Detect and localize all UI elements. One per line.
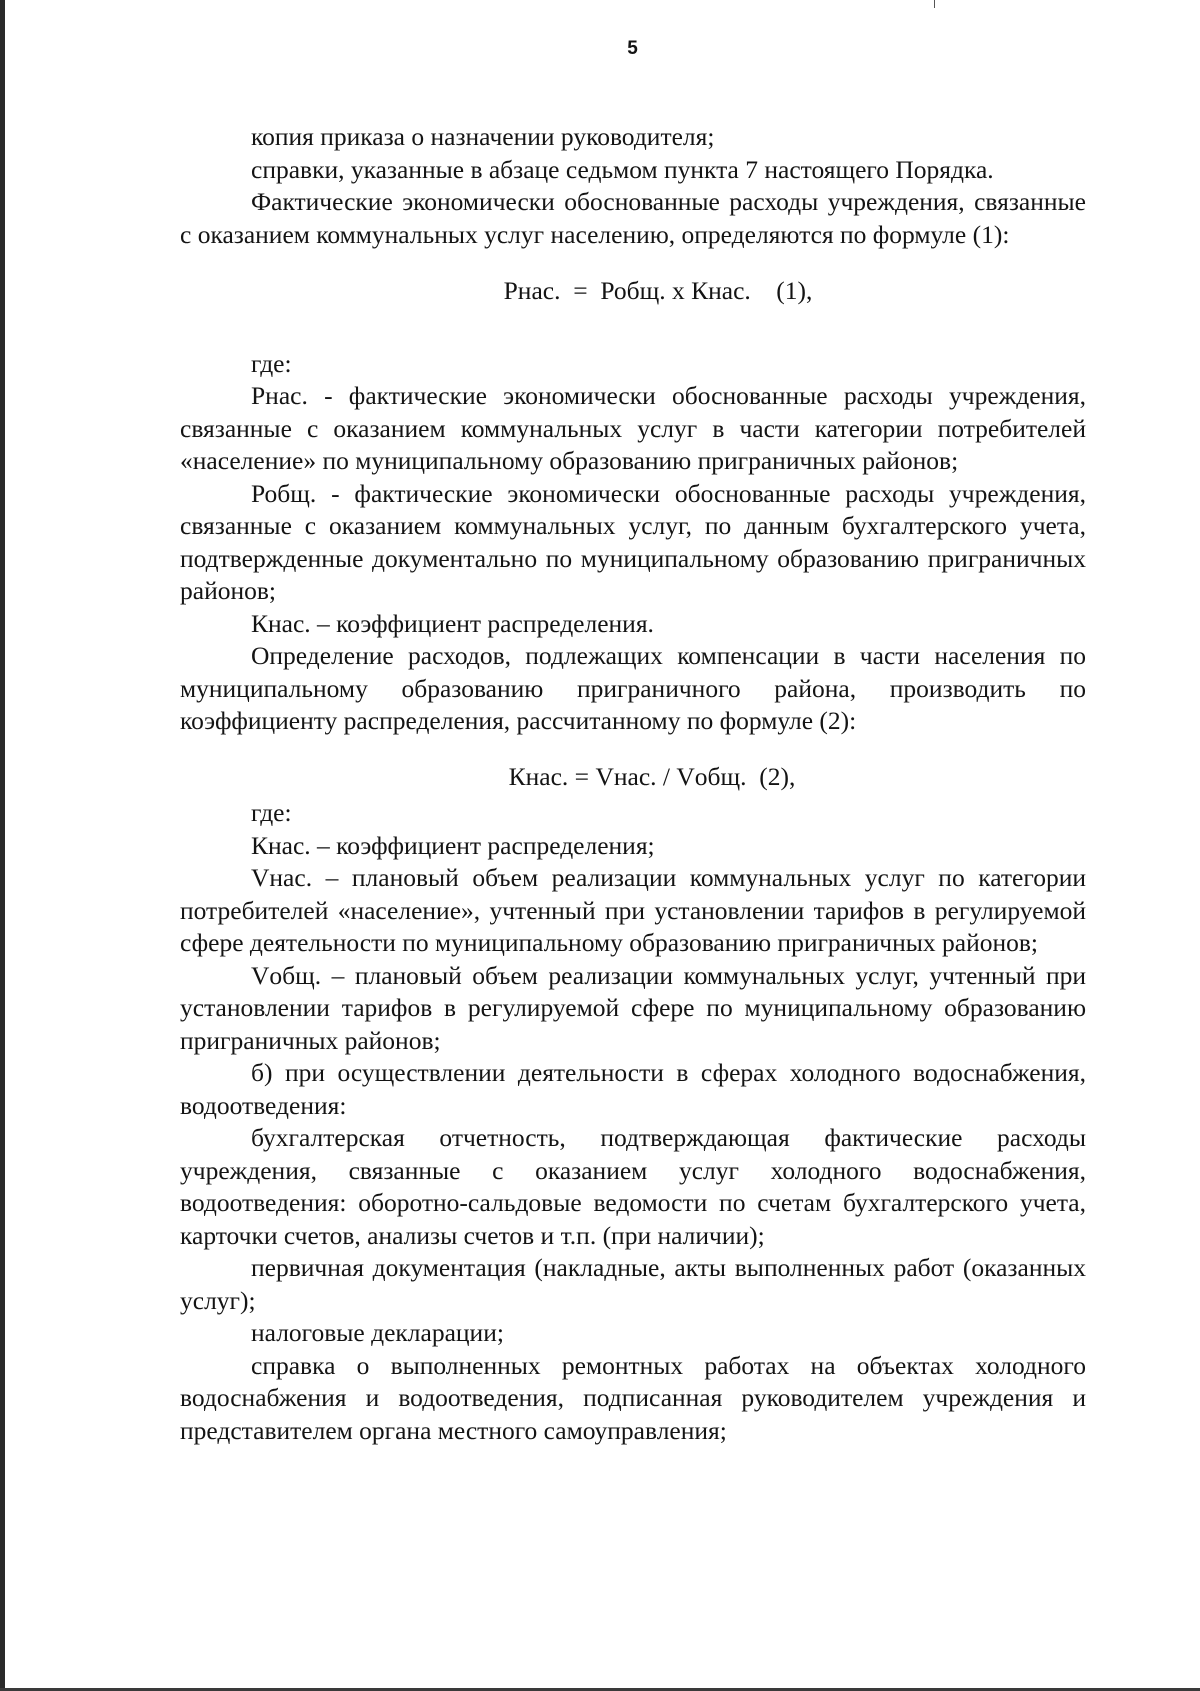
definition-robsch: Робщ. - фактические экономически обоснованные расходы учреждения, связанные с оказанием коммунальных услуг, по данным бухгалтерского учета, подтвержденные документально по муниципальному образованию приграничных районов; — [180, 478, 1086, 605]
paragraph-primary-documents: первичная документация (накладные, акты выполненных работ (оказанных услуг); — [180, 1253, 1086, 1315]
where-label-2: где: — [251, 798, 292, 827]
scan-top-mark — [934, 0, 935, 8]
definition-knas: Кнас. – коэффициент распределения. — [251, 608, 654, 638]
paragraph-repair-certificate: справка о выполненных ремонтных работах на объектах холодного водоснабжения и водоотведения, подписанная руководителем учреждения и представителем органа местного самоуправления; — [180, 1350, 1086, 1445]
scan-left-border — [0, 0, 5, 1691]
formula-1: Рнас. = Робщ. х Кнас. (1), — [503, 276, 813, 305]
definition-vnas: Vнас. – плановый объем реализации коммунальных услуг по категории потребителей «население», учтенный при установлении тарифов в регулируемой сфере деятельности по муниципальному образованию приграничных районов; — [180, 863, 1086, 957]
definition-vobsch: Vобщ. – плановый объем реализации коммунальных услуг, учтенный при установлении тарифов в регулируемой сфере по муниципальному образованию приграничных районов; — [180, 960, 1086, 1055]
document-body — [180, 121, 1086, 1447]
paragraph-order-copy: копия приказа о назначении руководителя; — [251, 122, 715, 151]
formula-2: Кнас. = Vнас. / Vобщ. (2), — [508, 761, 796, 791]
paragraph-actual-expenses: Фактические экономически обоснованные расходы учреждения, связанные с оказанием коммунальных услуг населению, определяются по формуле (1): — [180, 187, 1086, 249]
definition-rnas: Рнас. - фактические экономически обоснованные расходы учреждения, связанные с оказанием коммунальных услуг в части категории потребителей «население» по муниципальному образованию приграничных районов; — [180, 381, 1086, 475]
paragraph-certificates: справки, указанные в абзаце седьмом пункта 7 настоящего Порядка. — [251, 154, 994, 184]
where-label-1: где: — [251, 348, 292, 378]
page-number: 5 — [627, 38, 638, 59]
paragraph-determination: Определение расходов, подлежащих компенсации в части населения по муниципальному образованию приграничного района, производить по коэффициенту распределения, рассчитанному по формуле (2): — [180, 641, 1086, 735]
definition-knas-2: Кнас. – коэффициент распределения; — [251, 830, 655, 860]
paragraph-accounting-reports: бухгалтерская отчетность, подтверждающая фактические расходы учреждения, связанные с оказанием услуг холодного водоснабжения, водоотведения: оборотно-сальдовые ведомости по счетам бухгалтерского учета, карточки счетов, анализы счетов и т.п. (при наличии); — [180, 1123, 1086, 1250]
paragraph-tax-declarations: налоговые декларации; — [251, 1318, 504, 1347]
paragraph-water-supply: б) при осуществлении деятельности в сферах холодного водоснабжения, водоотведения: — [180, 1058, 1086, 1120]
